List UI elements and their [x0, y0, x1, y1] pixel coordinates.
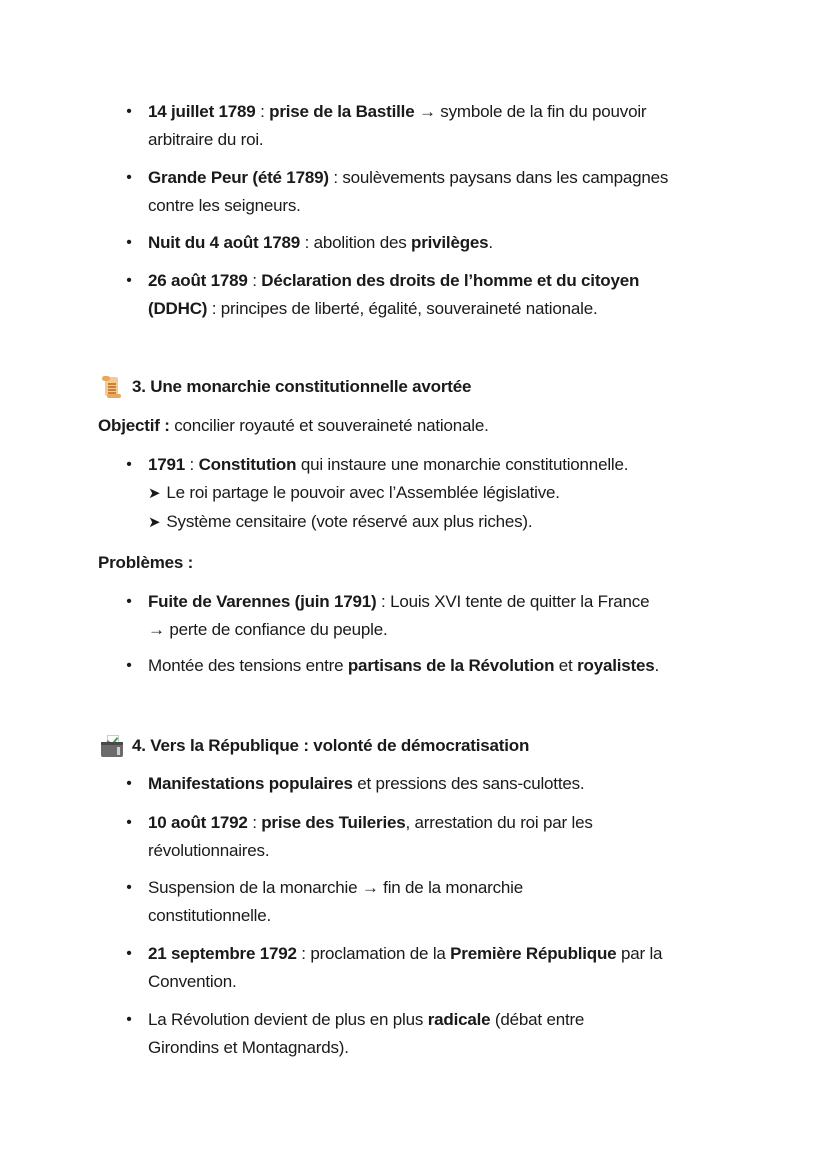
ballot-box-icon [100, 734, 124, 758]
list-item: • Suspension de la monarchie → fin de la monarchie constitutionnelle. [148, 874, 748, 930]
bullet: • [126, 234, 132, 251]
bullet: • [126, 945, 132, 962]
sub-point: ➤ Système censitaire (vote réservé aux plus riches). [148, 508, 748, 537]
list-item: • Grande Peur (été 1789) : soulèvements paysans dans les campagnes contre les seigneurs. [148, 164, 748, 220]
bullet: • [126, 879, 132, 896]
sub-point: ➤ Le roi partage le pouvoir avec l’Assemblée législative. [148, 479, 748, 508]
list-item: • 21 septembre 1792 : proclamation de la Première République par la Convention. [148, 940, 748, 996]
bullet: • [126, 103, 132, 120]
bullet: • [126, 657, 132, 674]
list-item: • Nuit du 4 août 1789 : abolition des privilèges. [148, 229, 748, 257]
list-item: • 14 juillet 1789 : prise de la Bastille → symbole de la fin du pouvoir arbitraire du roi. [148, 98, 748, 154]
list-item: • La Révolution devient de plus en plus radicale (débat entre Girondins et Montagnards). [148, 1006, 748, 1062]
list-item: • 10 août 1792 : prise des Tuileries, arrestation du roi par les révolutionnaires. [148, 809, 748, 865]
arrowhead-icon: ➤ [148, 514, 161, 531]
bullet: • [126, 169, 132, 186]
bullet: • [126, 814, 132, 831]
problems-label: Problèmes : [98, 553, 194, 572]
section-4-title: 4. Vers la République : volonté de démocratisation [132, 736, 530, 755]
section-3-title: 3. Une monarchie constitutionnelle avortée [132, 377, 472, 396]
scroll-icon [100, 375, 124, 399]
bullet: • [126, 775, 132, 792]
list-item: • 1791 : Constitution qui instaure une monarchie constitutionnelle. ➤ Le roi partage le pouvoir avec l’Assemblée législative. ➤ Système censitaire (vote réservé aux plus riches). [148, 451, 748, 537]
list-item: • Montée des tensions entre partisans de la Révolution et royalistes. [148, 652, 748, 680]
section-4-heading [100, 731, 529, 761]
objective-label: Objectif : [98, 416, 170, 435]
bullet: • [126, 593, 132, 610]
bullet: • [126, 1011, 132, 1028]
list-item: • 26 août 1789 : Déclaration des droits de l’homme et du citoyen (DDHC) : principes de liberté, égalité, souveraineté nationale. [148, 267, 748, 323]
section-3-heading [100, 372, 471, 402]
list-item: • Fuite de Varennes (juin 1791) : Louis XVI tente de quitter la France → perte de confiance du peuple. [148, 588, 748, 644]
bullet: • [126, 456, 132, 473]
list-item: • Manifestations populaires et pressions des sans-culottes. [148, 770, 748, 798]
objective-paragraph: Objectif : concilier royauté et souveraineté nationale. [98, 416, 489, 435]
arrowhead-icon: ➤ [148, 485, 161, 502]
bullet: • [126, 272, 132, 289]
